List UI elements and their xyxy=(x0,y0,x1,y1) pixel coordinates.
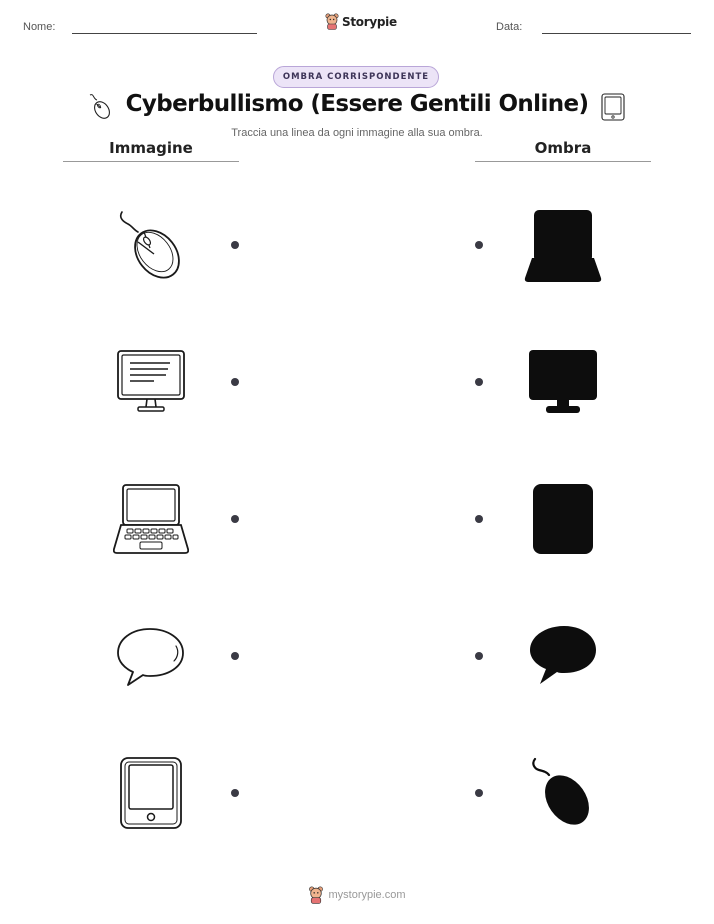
connect-dot-right[interactable] xyxy=(475,378,483,386)
connect-dot-left[interactable] xyxy=(231,652,239,660)
tablet-shadow[interactable] xyxy=(532,483,594,555)
instructions: Traccia una linea da ogni immagine alla sua ombra. xyxy=(231,127,483,139)
speech-bubble-shadow[interactable] xyxy=(528,624,598,686)
bear-icon xyxy=(325,13,339,30)
mouse-doodle-icon xyxy=(86,92,114,122)
date-label: Data: xyxy=(496,21,523,33)
name-field[interactable] xyxy=(72,33,257,34)
date-field[interactable] xyxy=(542,33,691,34)
mouse-icon[interactable] xyxy=(116,208,188,282)
connect-dot-left[interactable] xyxy=(231,789,239,797)
laptop-icon[interactable] xyxy=(113,483,189,555)
brand-logo xyxy=(325,13,397,30)
monitor-icon[interactable] xyxy=(116,349,186,415)
connect-dot-right[interactable] xyxy=(475,652,483,660)
tablet-doodle-icon xyxy=(600,92,626,122)
column-header-image: Immagine xyxy=(109,139,193,157)
connect-dot-left[interactable] xyxy=(231,241,239,249)
connect-dot-right[interactable] xyxy=(475,789,483,797)
laptop-shadow[interactable] xyxy=(524,208,602,284)
bear-icon xyxy=(308,886,324,904)
monitor-shadow[interactable] xyxy=(528,349,598,415)
connect-dot-left[interactable] xyxy=(231,378,239,386)
footer xyxy=(0,886,714,904)
brand-name: Storypie xyxy=(342,14,397,29)
column-rule-left xyxy=(63,161,239,162)
mouse-shadow[interactable] xyxy=(529,756,599,830)
footer-url[interactable]: mystorypie.com xyxy=(328,889,406,901)
column-header-shadow: Ombra xyxy=(534,139,592,157)
name-label: Nome: xyxy=(23,21,56,33)
activity-badge: OMBRA CORRISPONDENTE xyxy=(273,66,439,88)
speech-bubble-icon[interactable] xyxy=(116,626,186,688)
tablet-icon[interactable] xyxy=(119,756,183,830)
page-title: Cyberbullismo (Essere Gentili Online) xyxy=(125,91,589,117)
column-rule-right xyxy=(475,161,651,162)
connect-dot-right[interactable] xyxy=(475,515,483,523)
connect-dot-right[interactable] xyxy=(475,241,483,249)
connect-dot-left[interactable] xyxy=(231,515,239,523)
